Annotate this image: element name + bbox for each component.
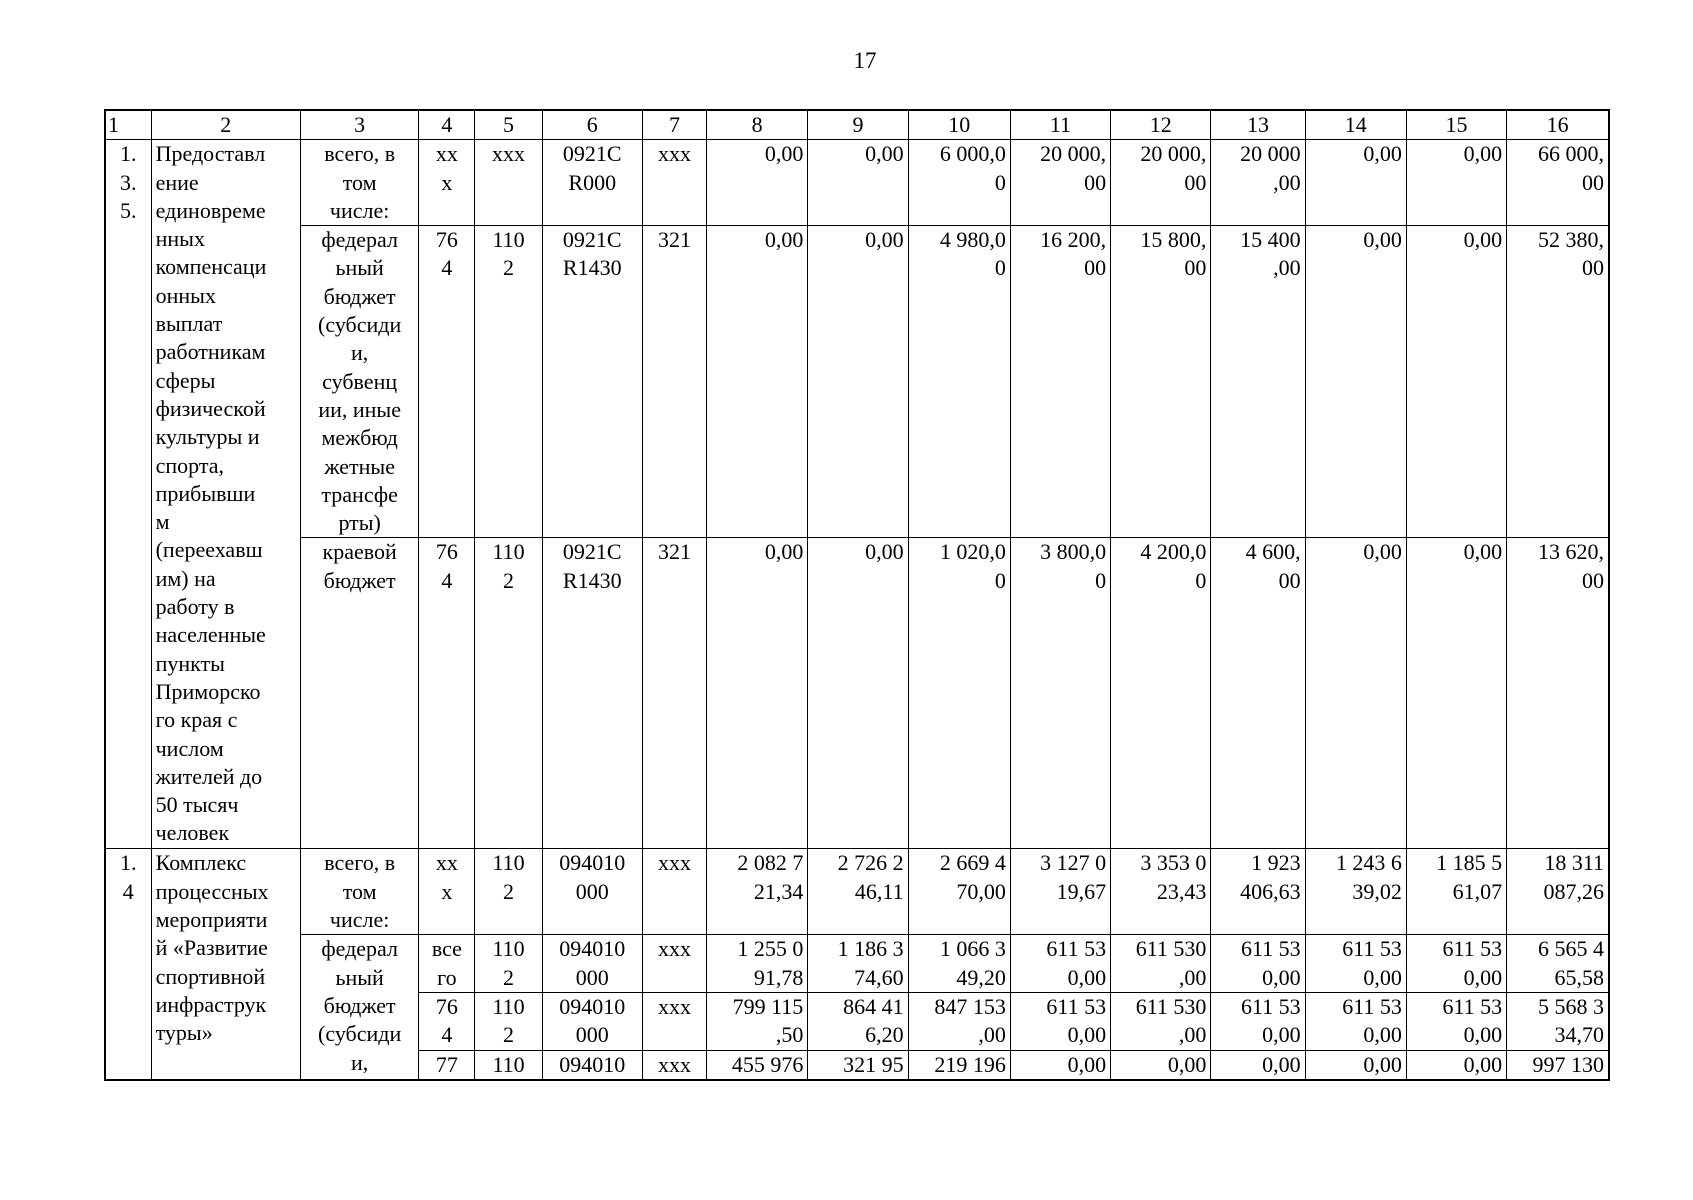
- amount-cell: 13 620, 00: [1507, 538, 1609, 849]
- amount-cell: 3 353 0 23,43: [1111, 849, 1211, 935]
- amount-cell: 0,00: [1406, 1050, 1506, 1080]
- amount-cell: 1 185 5 61,07: [1406, 849, 1506, 935]
- amount-cell: 3 800,0 0: [1010, 538, 1110, 849]
- amount-cell: 847 153 ,00: [908, 992, 1010, 1050]
- amount-cell: 0,00: [808, 140, 908, 226]
- amount-cell: 2 726 2 46,11: [808, 849, 908, 935]
- table-cell: все го: [419, 935, 475, 993]
- amount-cell: 15 400 ,00: [1211, 226, 1305, 538]
- header-cell: 12: [1111, 110, 1211, 140]
- table-cell: 76 4: [419, 992, 475, 1050]
- table-cell: 321: [642, 538, 706, 849]
- amount-cell: 0,00: [1406, 538, 1506, 849]
- amount-cell: 18 311 087,26: [1507, 849, 1609, 935]
- amount-cell: 0,00: [1305, 226, 1406, 538]
- amount-cell: 997 130: [1507, 1050, 1609, 1080]
- table-row: [105, 538, 1609, 849]
- table-cell: 110 2: [475, 226, 542, 538]
- amount-cell: 20 000 ,00: [1211, 140, 1305, 226]
- table-cell: xxx: [642, 992, 706, 1050]
- amount-cell: 4 200,0 0: [1111, 538, 1211, 849]
- amount-cell: 0,00: [1406, 140, 1506, 226]
- amount-cell: 52 380, 00: [1507, 226, 1609, 538]
- amount-cell: 1 243 6 39,02: [1305, 849, 1406, 935]
- table-cell: xxx: [642, 849, 706, 935]
- amount-cell: 611 530 ,00: [1111, 992, 1211, 1050]
- table-cell: 110 2: [475, 849, 542, 935]
- amount-cell: 455 976: [707, 1050, 808, 1080]
- table-row: [105, 849, 1609, 935]
- amount-cell: 611 53 0,00: [1010, 935, 1110, 993]
- table-cell: xxx: [642, 1050, 706, 1080]
- amount-cell: 611 53 0,00: [1010, 992, 1110, 1050]
- table-cell: xx x: [419, 140, 475, 226]
- table-row: [105, 226, 1609, 538]
- table-cell: 094010: [542, 1050, 642, 1080]
- source-cell: всего, в том числе:: [301, 849, 419, 935]
- table-cell: xxx: [642, 935, 706, 993]
- amount-cell: 611 53 0,00: [1305, 935, 1406, 993]
- amount-cell: 3 127 0 19,67: [1010, 849, 1110, 935]
- amount-cell: 0,00: [808, 538, 908, 849]
- amount-cell: 20 000, 00: [1010, 140, 1110, 226]
- table-cell: 0921C R1430: [542, 226, 642, 538]
- table-cell: 76 4: [419, 226, 475, 538]
- amount-cell: 0,00: [707, 226, 808, 538]
- header-cell: 6: [542, 110, 642, 140]
- source-cell: федерал ьный бюджет (субсиди и, субвенц ии, иные межбюд жетные трансфе рты): [301, 226, 419, 538]
- amount-cell: 799 115 ,50: [707, 992, 808, 1050]
- source-cell: федерал ьный бюджет (субсиди и,: [301, 935, 419, 1080]
- amount-cell: 611 53 0,00: [1305, 992, 1406, 1050]
- table-cell: 110: [475, 1050, 542, 1080]
- row-number-cell: 1. 4: [105, 849, 151, 1080]
- amount-cell: 611 53 0,00: [1211, 992, 1305, 1050]
- amount-cell: 1 923 406,63: [1211, 849, 1305, 935]
- table-cell: xxx: [642, 140, 706, 226]
- amount-cell: 611 53 0,00: [1211, 935, 1305, 993]
- amount-cell: 1 066 3 49,20: [908, 935, 1010, 993]
- amount-cell: 0,00: [1406, 226, 1506, 538]
- amount-cell: 6 565 4 65,58: [1507, 935, 1609, 993]
- header-cell: 2: [151, 110, 300, 140]
- row-number-cell: 1. 3. 5.: [105, 140, 151, 849]
- table-cell: 110 2: [475, 992, 542, 1050]
- header-cell: 5: [475, 110, 542, 140]
- table-cell: 321: [642, 226, 706, 538]
- table-row: [105, 140, 1609, 226]
- header-cell: 13: [1211, 110, 1305, 140]
- amount-cell: 6 000,0 0: [908, 140, 1010, 226]
- amount-cell: 0,00: [808, 226, 908, 538]
- amount-cell: 0,00: [1010, 1050, 1110, 1080]
- header-cell: 8: [707, 110, 808, 140]
- table-cell: 094010 000: [542, 849, 642, 935]
- amount-cell: 321 95: [808, 1050, 908, 1080]
- amount-cell: 1 186 3 74,60: [808, 935, 908, 993]
- amount-cell: 0,00: [1305, 140, 1406, 226]
- header-cell: 9: [808, 110, 908, 140]
- table-cell: 110 2: [475, 538, 542, 849]
- source-cell: всего, в том числе:: [301, 140, 419, 226]
- event-title-cell: Комплекс процессных мероприяти й «Развитие спортивной инфраструк туры»: [151, 849, 300, 1080]
- amount-cell: 0,00: [707, 538, 808, 849]
- header-cell: 10: [908, 110, 1010, 140]
- header-cell: 1: [105, 110, 151, 140]
- table-cell: 0921C R000: [542, 140, 642, 226]
- table-cell: 77: [419, 1050, 475, 1080]
- table-cell: 110 2: [475, 935, 542, 993]
- amount-cell: 0,00: [1305, 538, 1406, 849]
- amount-cell: 15 800, 00: [1111, 226, 1211, 538]
- table-cell: 094010 000: [542, 992, 642, 1050]
- amount-cell: 219 196: [908, 1050, 1010, 1080]
- amount-cell: 2 082 7 21,34: [707, 849, 808, 935]
- amount-cell: 0,00: [1111, 1050, 1211, 1080]
- amount-cell: 0,00: [1305, 1050, 1406, 1080]
- amount-cell: 611 53 0,00: [1406, 935, 1506, 993]
- header-cell: 16: [1507, 110, 1609, 140]
- table-cell: xx x: [419, 849, 475, 935]
- amount-cell: 5 568 3 34,70: [1507, 992, 1609, 1050]
- page-number: 17: [853, 48, 877, 73]
- amount-cell: 1 255 0 91,78: [707, 935, 808, 993]
- table-row: [105, 935, 1609, 993]
- table-cell: 0921C R1430: [542, 538, 642, 849]
- header-cell: 3: [301, 110, 419, 140]
- amount-cell: 2 669 4 70,00: [908, 849, 1010, 935]
- amount-cell: 16 200, 00: [1010, 226, 1110, 538]
- amount-cell: 1 020,0 0: [908, 538, 1010, 849]
- amount-cell: 20 000, 00: [1111, 140, 1211, 226]
- amount-cell: 66 000, 00: [1507, 140, 1609, 226]
- table-cell: xxx: [475, 140, 542, 226]
- source-cell: краевой бюджет: [301, 538, 419, 849]
- header-cell: 15: [1406, 110, 1506, 140]
- amount-cell: 4 600, 00: [1211, 538, 1305, 849]
- amount-cell: 4 980,0 0: [908, 226, 1010, 538]
- header-cell: 14: [1305, 110, 1406, 140]
- table-cell: 094010 000: [542, 935, 642, 993]
- amount-cell: 0,00: [707, 140, 808, 226]
- header-cell: 11: [1010, 110, 1110, 140]
- budget-table: [104, 109, 1610, 1081]
- amount-cell: 0,00: [1211, 1050, 1305, 1080]
- amount-cell: 611 53 0,00: [1406, 992, 1506, 1050]
- amount-cell: 611 530 ,00: [1111, 935, 1211, 993]
- header-cell: 4: [419, 110, 475, 140]
- header-row: [105, 110, 1609, 140]
- table-cell: 76 4: [419, 538, 475, 849]
- event-title-cell: Предоставл ение единовреме нных компенсаци онных выплат работникам сферы физической культуры и спорта, прибывши м (переехавш им) на работу в населенные пункты Приморско го края с числом жителей до 50 тысяч человек: [151, 140, 300, 849]
- amount-cell: 864 41 6,20: [808, 992, 908, 1050]
- header-cell: 7: [642, 110, 706, 140]
